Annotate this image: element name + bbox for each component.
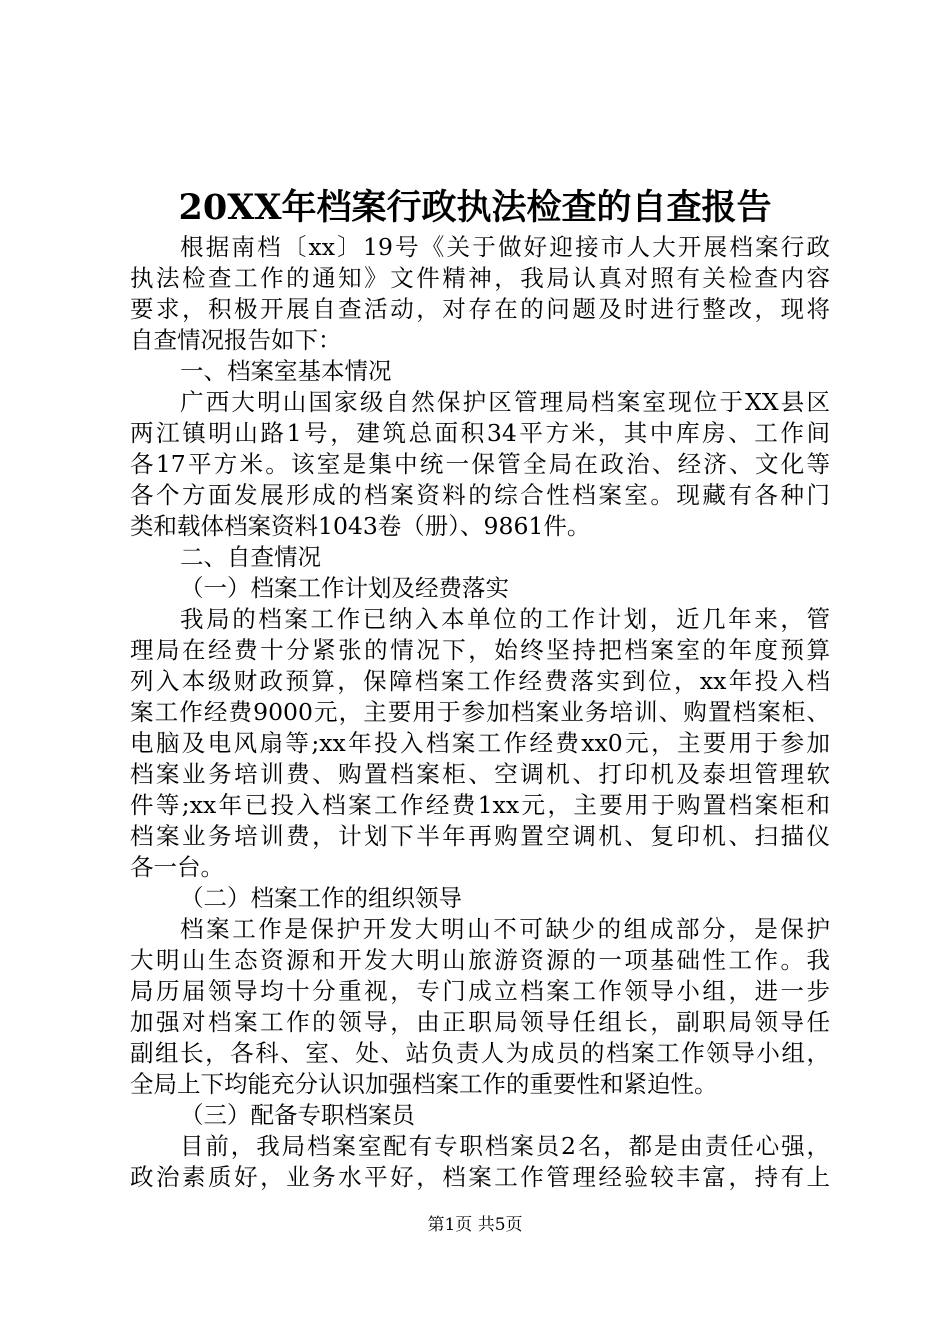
body-line: 一、档案室基本情况 [180,357,392,385]
body-line: （一）档案工作计划及经费落实 [180,574,509,602]
body-line: 列入本级财政预算，保障档案工作经费落实到位，xx年投入档 [130,667,830,695]
body-line: 档案工作是保护开发大明山不可缺少的组成部分，是保护 [180,915,830,943]
body-line: 政治素质好，业务水平好，档案工作管理经验较丰富，持有上 [130,1163,830,1191]
document-title: 20XX年档案行政执法检查的自查报告 [178,187,772,228]
body-line: 档案业务培训费，计划下半年再购置空调机、复印机、扫描仪 [130,822,830,850]
body-line: 两江镇明山路1号，建筑总面积34平方米，其中库房、工作间 [130,419,830,447]
body-line: 理局在经费十分紧张的情况下，始终坚持把档案室的年度预算 [130,636,830,664]
body-line: 自查情况报告如下： [130,326,342,354]
body-line: 执法检查工作的通知》文件精神，我局认真对照有关检查内容 [130,264,830,292]
body-line: 类和载体档案资料1043卷（册）、9861件。 [130,512,591,540]
document-body [130,232,830,1193]
body-line: 各个方面发展形成的档案资料的综合性档案室。现藏有各种门 [130,481,830,509]
body-line: 各一台。 [130,853,224,881]
body-line: 要求，积极开展自查活动，对存在的问题及时进行整改，现将 [130,295,830,323]
body-line: 件等;xx年已投入档案工作经费1xx元，主要用于购置档案柜和 [130,791,830,819]
body-line: （三）配备专职档案员 [180,1101,415,1129]
body-line: 我局的档案工作已纳入本单位的工作计划，近几年来，管 [180,605,830,633]
body-line: 局历届领导均十分重视，专门成立档案工作领导小组，进一步 [130,977,830,1005]
body-line: 广西大明山国家级自然保护区管理局档案室现位于XX县区 [180,388,830,416]
body-line: 根据南档〔xx〕19号《关于做好迎接市人大开展档案行政 [180,233,830,261]
body-line: 全局上下均能充分认识加强档案工作的重要性和紧迫性。 [130,1070,718,1098]
body-line: 大明山生态资源和开发大明山旅游资源的一项基础性工作。我 [130,946,830,974]
body-line: 档案业务培训费、购置档案柜、空调机、打印机及泰坦管理软 [130,760,830,788]
body-line: 各17平方米。该室是集中统一保管全局在政治、经济、文化等 [130,450,830,478]
body-line: 电脑及电风扇等;xx年投入档案工作经费xx0元，主要用于参加 [130,729,830,757]
body-line: 二、自查情况 [180,543,321,571]
body-line: 目前，我局档案室配有专职档案员2名，都是由责任心强， [180,1132,830,1160]
page-footer: 第1页 共5页 [427,1215,523,1235]
body-line: （二）档案工作的组织领导 [180,884,462,912]
body-line: 加强对档案工作的领导，由正职局领导任组长，副职局领导任 [130,1008,830,1036]
body-line: 案工作经费9000元，主要用于参加档案业务培训、购置档案柜、 [130,698,830,726]
body-line: 副组长，各科、室、处、站负责人为成员的档案工作领导小组， [130,1039,830,1067]
